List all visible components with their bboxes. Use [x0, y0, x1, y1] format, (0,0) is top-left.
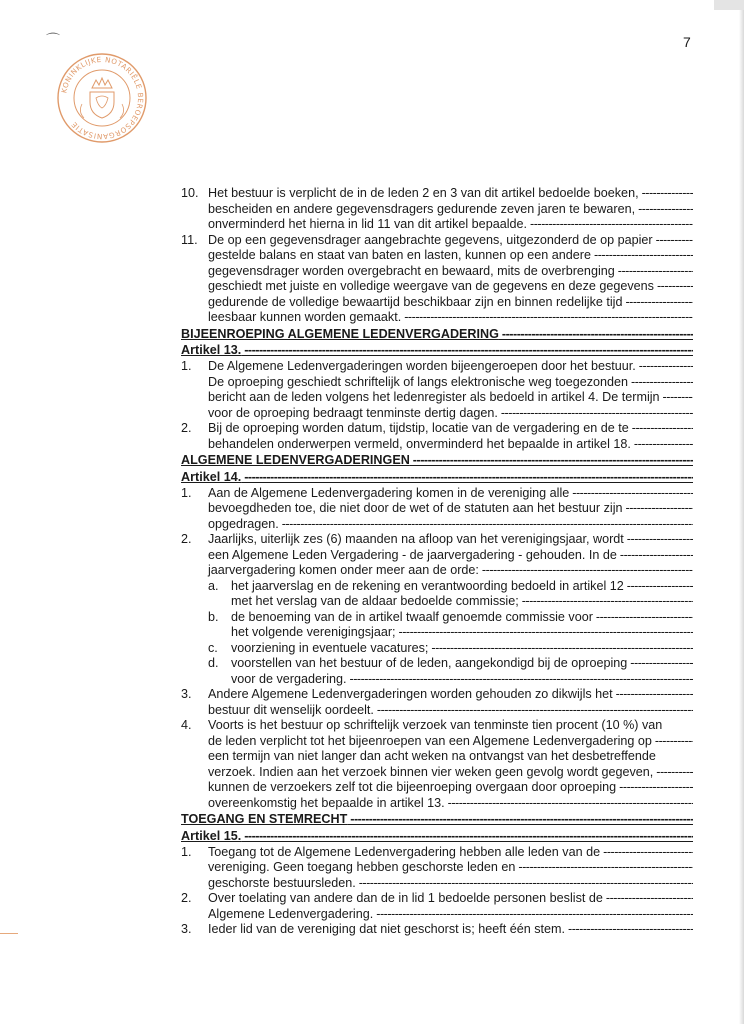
line-text: geschiedt met juiste en volledige weergave van de gegevens en deze gegevens ----- [208, 279, 693, 293]
text-line [181, 517, 693, 533]
line-text: bevoegdheden toe, die niet door de wet of de statuten aan het bestuur zijn ----- [208, 501, 693, 515]
line-text: onverminderd het hierna in lid 11 van dit artikel bepaalde. ----- [208, 217, 693, 231]
line-text: bescheiden en andere gegevensdragers gedurende zeven jaren te bewaren, ----- [208, 202, 693, 216]
text-line [181, 295, 693, 311]
line-text: Toegang tot de Algemene Ledenvergadering hebben alle leden van de ----- [208, 845, 693, 859]
line-text: gegevensdrager worden overgebracht en bewaard, mits de overbrenging ----- [208, 264, 693, 278]
line-text: met het verslag van de aldaar bedoelde commissie; ----- [231, 594, 693, 608]
text-line [181, 610, 693, 626]
text-line [181, 310, 693, 326]
item-number: 1. [181, 485, 192, 500]
line-text: De Algemene Ledenvergaderingen worden bijeengeroepen door het bestuur. ----- [208, 359, 693, 373]
text-line [181, 202, 693, 218]
item-number: 2. [181, 421, 192, 436]
text-line [181, 421, 693, 437]
section-heading [181, 828, 693, 845]
line-text: kunnen de verzoekers zelf tot die bijeenroeping overgaan door oproeping ----- [208, 780, 693, 794]
line-text: overeenkomstig het bepaalde in artikel 13. ----- [208, 796, 693, 810]
text-line [181, 390, 693, 406]
line-text: de benoeming van de in artikel twaalf genoemde commissie voor ----- [231, 610, 693, 624]
line-text: Voorts is het bestuur op schriftelijk verzoek van tenminste tien procent (10 %) van [208, 718, 663, 733]
text-line [181, 922, 693, 938]
item-number: b. [208, 609, 219, 624]
item-number: a. [208, 578, 219, 593]
line-text: jaarvergadering komen onder meer aan de orde: ----- [208, 563, 693, 577]
text-line [181, 749, 693, 765]
item-number: 3. [181, 922, 192, 937]
line-text: Algemene Ledenvergadering. ----- [208, 907, 693, 921]
scan-edge-top [714, 0, 744, 10]
line-text: voorstellen van het bestuur of de leden, aangekondigd bij de oproeping ----- [231, 656, 693, 670]
text-line [181, 186, 693, 202]
line-text: De op een gegevensdrager aangebrachte gegevens, uitgezonderd de op papier ----- [208, 233, 693, 247]
line-text: verzoek. Indien aan het verzoek binnen vier weken geen gevolg wordt gegeven, ----- [208, 765, 693, 779]
scan-mark [0, 933, 18, 934]
heading-text: BIJEENROEPING ALGEMENE LEDENVERGADERING ----- [181, 327, 693, 341]
text-line [181, 641, 693, 657]
item-number: 4. [181, 718, 192, 733]
item-number: c. [208, 640, 218, 655]
text-line [181, 718, 693, 734]
section-heading [181, 342, 693, 359]
text-line [181, 532, 693, 548]
heading-text: Artikel 15. ----- [181, 829, 693, 843]
text-line [181, 780, 693, 796]
text-line [181, 796, 693, 812]
line-text: voor de vergadering. ----- [231, 672, 693, 686]
corner-mark: ⌒ [46, 32, 60, 48]
line-text: vereniging. Geen toegang hebben geschorste leden en ----- [208, 860, 693, 874]
line-text: het volgende verenigingsjaar; ----- [231, 625, 693, 639]
section-heading [181, 811, 693, 828]
line-text: voor de oproeping bedraagt tenminste dertig dagen. ----- [208, 406, 693, 420]
section-heading [181, 469, 693, 486]
text-line [181, 375, 693, 391]
text-line [181, 233, 693, 249]
heading-text: Artikel 13. ----- [181, 343, 693, 357]
item-number: 11. [181, 232, 198, 247]
page-number: 7 [683, 34, 691, 50]
text-line [181, 656, 693, 672]
scan-edge [739, 0, 744, 1024]
item-number: 2. [181, 532, 192, 547]
text-line [181, 548, 693, 564]
text-line [181, 359, 693, 375]
text-line [181, 563, 693, 579]
heading-text: ALGEMENE LEDENVERGADERINGEN ----- [181, 453, 693, 467]
text-line [181, 860, 693, 876]
svg-text:KONINKLIJKE NOTARIËLE BEROEPSO: KONINKLIJKE NOTARIËLE BEROEPSORGANISATIE [59, 54, 146, 142]
text-line [181, 248, 693, 264]
text-line [181, 876, 693, 892]
text-line [181, 734, 693, 750]
text-line [181, 279, 693, 295]
line-text: de leden verplicht tot het bijeenroepen van een Algemene Ledenvergadering op ----- [208, 734, 693, 748]
text-line [181, 406, 693, 422]
line-text: De oproeping geschiedt schriftelijk of langs elektronische weg toegezonden ----- [208, 375, 693, 389]
item-number: 1. [181, 359, 192, 374]
text-line [181, 891, 693, 907]
line-text: gestelde balans en staat van baten en lasten, kunnen op een andere ----- [208, 248, 693, 262]
line-text: het jaarverslag en de rekening en verantwoording bedoeld in artikel 12 ----- [231, 579, 693, 593]
item-number: 2. [181, 891, 192, 906]
line-text: Jaarlijks, uiterlijk zes (6) maanden na afloop van het verenigingsjaar, wordt ----- [208, 532, 693, 546]
text-line [181, 672, 693, 688]
text-line [181, 217, 693, 233]
text-line [181, 579, 693, 595]
text-line [181, 625, 693, 641]
notary-seal-icon [56, 52, 148, 144]
line-text: gedurende de volledige bewaartijd beschikbaar zijn en binnen redelijke tijd ----- [208, 295, 693, 309]
item-number: 1. [181, 844, 192, 859]
text-line [181, 687, 693, 703]
line-text: een termijn van niet langer dan acht weken na ontvangst van het desbetreffende [208, 749, 656, 764]
text-line [181, 501, 693, 517]
text-line [181, 264, 693, 280]
text-line [181, 594, 693, 610]
deed-text [181, 186, 693, 938]
line-text: bericht aan de leden volgens het ledenregister als bedoeld in artikel 4. De termijn ----- [208, 390, 693, 404]
line-text: Aan de Algemene Ledenvergadering komen in de vereniging alle ----- [208, 486, 693, 500]
item-number: 10. [181, 186, 199, 200]
line-text: Ieder lid van de vereniging dat niet geschorst is; heeft één stem. ----- [208, 922, 693, 936]
section-heading [181, 326, 693, 343]
line-text: Andere Algemene Ledenvergaderingen worden gehouden zo dikwijls het ----- [208, 687, 693, 701]
heading-text: Artikel 14. ----- [181, 470, 693, 484]
text-line [181, 845, 693, 861]
line-text: opgedragen. ----- [208, 517, 693, 531]
line-text: leesbaar kunnen worden gemaakt. ----- [208, 310, 693, 324]
line-text: Bij de oproeping worden datum, tijdstip, locatie van de vergadering en de te ----- [208, 421, 693, 435]
line-text: voorziening in eventuele vacatures; ----- [231, 641, 693, 655]
line-text: Over toelating van andere dan de in lid 1 bedoelde personen beslist de ----- [208, 891, 693, 905]
item-number: d. [208, 656, 219, 671]
text-line [181, 765, 693, 781]
text-line [181, 437, 693, 453]
text-line [181, 486, 693, 502]
line-text: geschorste bestuursleden. ----- [208, 876, 693, 890]
line-text: een Algemene Leden Vergadering - de jaarvergadering - gehouden. In de ----- [208, 548, 693, 562]
item-number: 3. [181, 687, 192, 702]
line-text: behandelen onderwerpen vermeld, onverminderd het bepaalde in artikel 18. ----- [208, 437, 693, 451]
section-heading [181, 452, 693, 469]
line-text: bestuur dit wenselijk oordeelt. ----- [208, 703, 693, 717]
text-line [181, 907, 693, 923]
line-text: Het bestuur is verplicht de in de leden 2 en 3 van dit artikel bedoelde boeken, ----- [208, 186, 693, 200]
heading-text: TOEGANG EN STEMRECHT ----- [181, 812, 693, 826]
text-line [181, 703, 693, 719]
